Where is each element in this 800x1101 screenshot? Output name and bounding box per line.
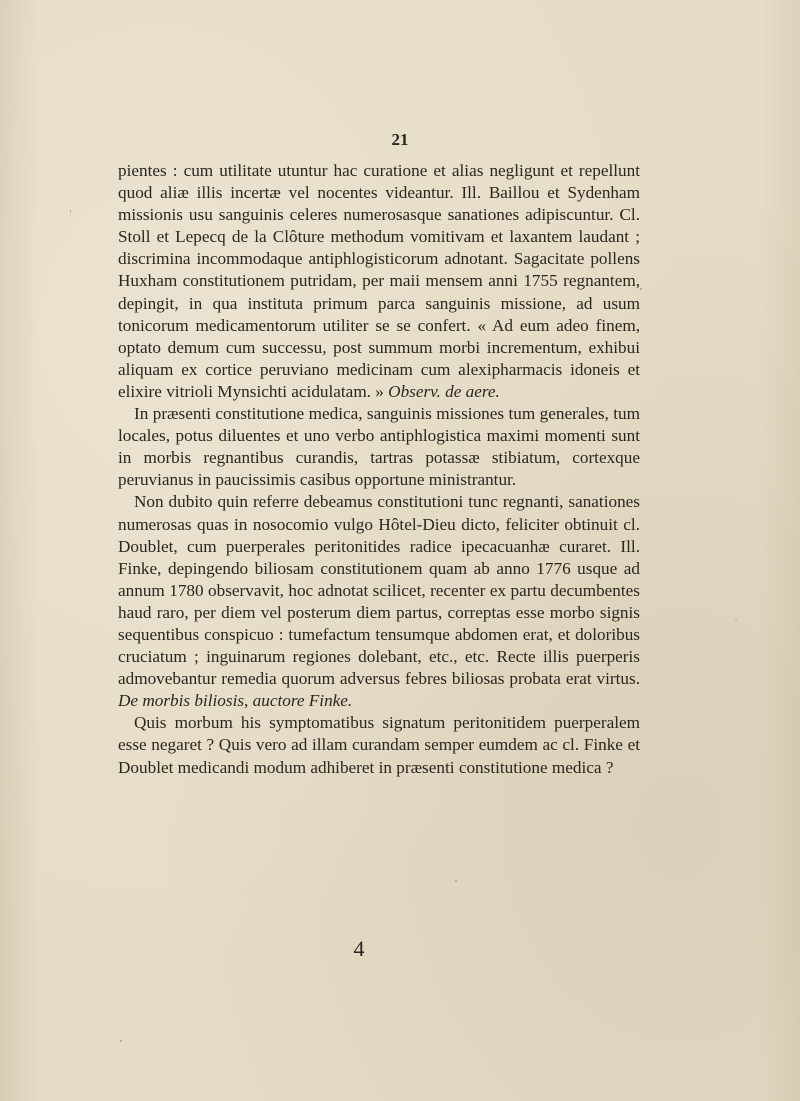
paragraph-2-text: In præsenti constitutione medica, sanguinis missiones tum generales, tum locales, potus diluentes et uno verbo antiphlogistica maximi momenti sunt in morbis regnantibus curandis, tartras potassæ stibiatum, cortexque peruvianus in paucissimis casibus opportune ministrantur. <box>118 404 640 490</box>
paper-speck <box>70 210 71 213</box>
paragraph-3-text: Non dubito quin referre debeamus constitutioni tunc regnanti, sanationes numerosas quas in nosocomio vulgo Hôtel-Dieu dicto, feliciter obtinuit cl. Doublet, cum puerperales peritonitides radice ipecacuanhæ curaret. Ill. Finke, depingendo biliosam constitutionem quam ab anno 1776 usque ad annum 1780 observavit, hoc adnotat scilicet, recenter ex partu decumbentes haud raro, per diem vel posterum diem partus, correptas esse morbo signis sequentibus conspicuo : tumefactum tensumque abdomen erat, et doloribus cruciatum ; inguinarum regiones dolebant, etc., etc. Recte illis puerperis admovebantur remedia quorum adversus febres biliosas probata erat virtus. <box>118 492 640 689</box>
body-text <box>118 160 640 779</box>
page-number: 21 <box>391 130 409 149</box>
paper-speck <box>120 1040 122 1042</box>
paper-speck <box>735 620 737 621</box>
paper-speck <box>640 288 642 290</box>
paragraph-4 <box>118 712 640 778</box>
paragraph-1 <box>118 160 640 403</box>
paragraph-1-text: pientes : cum utilitate utuntur hac curatione et alias negligunt et repellunt quod aliæ illis incertæ vel nocentes videantur. Ill. Baillou et Sydenham missionis usu sanguinis celeres numerosasque sanationes adipiscuntur. Cl. Stoll et Lepecq de la Clôture methodum vomitivam et laxantem laudant ; discrimina incommodaque antiphlogisticorum adnotant. Sagacitate pollens Huxham constitutionem putridam, per maii mensem anni 1755 regnantem, depingit, in qua instituta primum parca sanguinis missione, ad usum tonicorum medicamentorum utiliter se se confert. « Ad eum adeo finem, optato demum cum successu, post summum morbi incrementum, exhibui aliquam ex cortice peruviano medicinam cum alexipharmacis idoneis et elixire vitrioli Mynsichti acidulatam. » <box>118 161 640 401</box>
paper-speck <box>455 880 457 882</box>
paragraph-1-citation: Observ. de aere. <box>388 381 500 401</box>
paragraph-3 <box>118 491 640 712</box>
signature-mark: 4 <box>353 936 365 961</box>
paragraph-4-text: Quis morbum his symptomatibus signatum peritonitidem puerperalem esse negaret ? Quis vero ad illam curandam semper eumdem ac cl. Finke et Doublet medicandi modum adhiberet in præsenti constitutione medica ? <box>118 713 640 777</box>
paragraph-2 <box>118 403 640 491</box>
paragraph-3-citation: De morbis biliosis, auctore Finke. <box>118 691 353 711</box>
